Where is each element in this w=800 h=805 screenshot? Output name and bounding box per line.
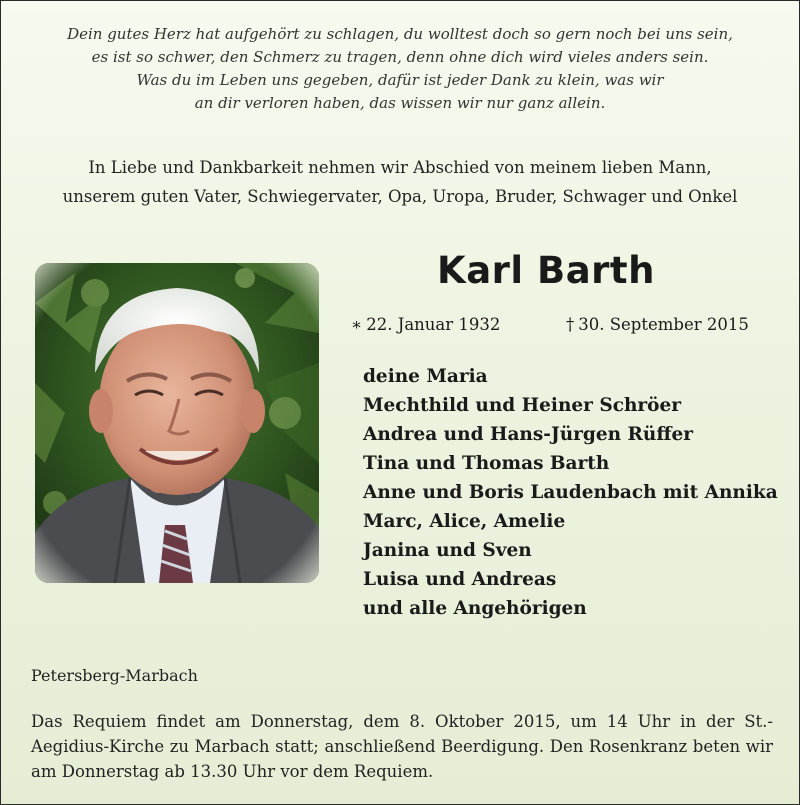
poem-line: an dir verloren haben, das wissen wir nur ganz allein. (194, 94, 606, 112)
mourner-entry: Andrea und Hans-Jürgen Rüffer (363, 424, 694, 445)
death-cross-icon: † (566, 315, 575, 334)
mourner-entry: Tina und Thomas Barth (363, 453, 610, 474)
mourner-entry: Janina und Sven (363, 540, 532, 561)
intro-line: In Liebe und Dankbarkeit nehmen wir Abschied von meinem lieben Mann, (88, 158, 712, 177)
birth-date-text: 22. Januar 1932 (366, 315, 501, 334)
intro-line: unserem guten Vater, Schwiegervater, Opa, Uropa, Bruder, Schwager und Onkel (62, 187, 738, 206)
poem-line: Was du im Leben uns gegeben, dafür ist jeder Dank zu klein, was wir (136, 71, 664, 89)
memorial-poem (1, 23, 799, 115)
death-date-text: 30. September 2015 (578, 315, 749, 334)
portrait-photo (35, 263, 319, 583)
death-date (566, 315, 749, 334)
mourner-entry: und alle Angehörigen (363, 598, 587, 619)
place-of-residence: Petersberg-Marbach (31, 666, 198, 685)
birth-star-icon: ∗ (351, 315, 363, 334)
birth-date (351, 315, 500, 334)
farewell-intro (1, 153, 799, 211)
mourner-entry: Anne und Boris Laudenbach mit Annika (363, 482, 778, 503)
poem-line: es ist so schwer, den Schmerz zu tragen, denn ohne dich wird vieles anders sein. (91, 48, 709, 66)
requiem-details: Das Requiem findet am Donnerstag, dem 8. Oktober 2015, um 14 Uhr in der St.-Aegidius-Kirche zu Marbach statt; anschließend Beerdigung. Den Rosenkranz beten wir am Donnerstag ab 13.30 Uhr vor dem Requiem. (31, 712, 773, 781)
mourner-entry: deine Maria (363, 366, 488, 387)
mourners-list (363, 362, 778, 623)
mourner-entry: Mechthild und Heiner Schröer (363, 395, 682, 416)
mourner-entry: Marc, Alice, Amelie (363, 511, 566, 532)
deceased-name: Karl Barth (437, 249, 655, 292)
mourner-entry: Luisa und Andreas (363, 569, 557, 590)
poem-line: Dein gutes Herz hat aufgehört zu schlagen, du wolltest doch so gern noch bei uns sein, (67, 25, 733, 43)
